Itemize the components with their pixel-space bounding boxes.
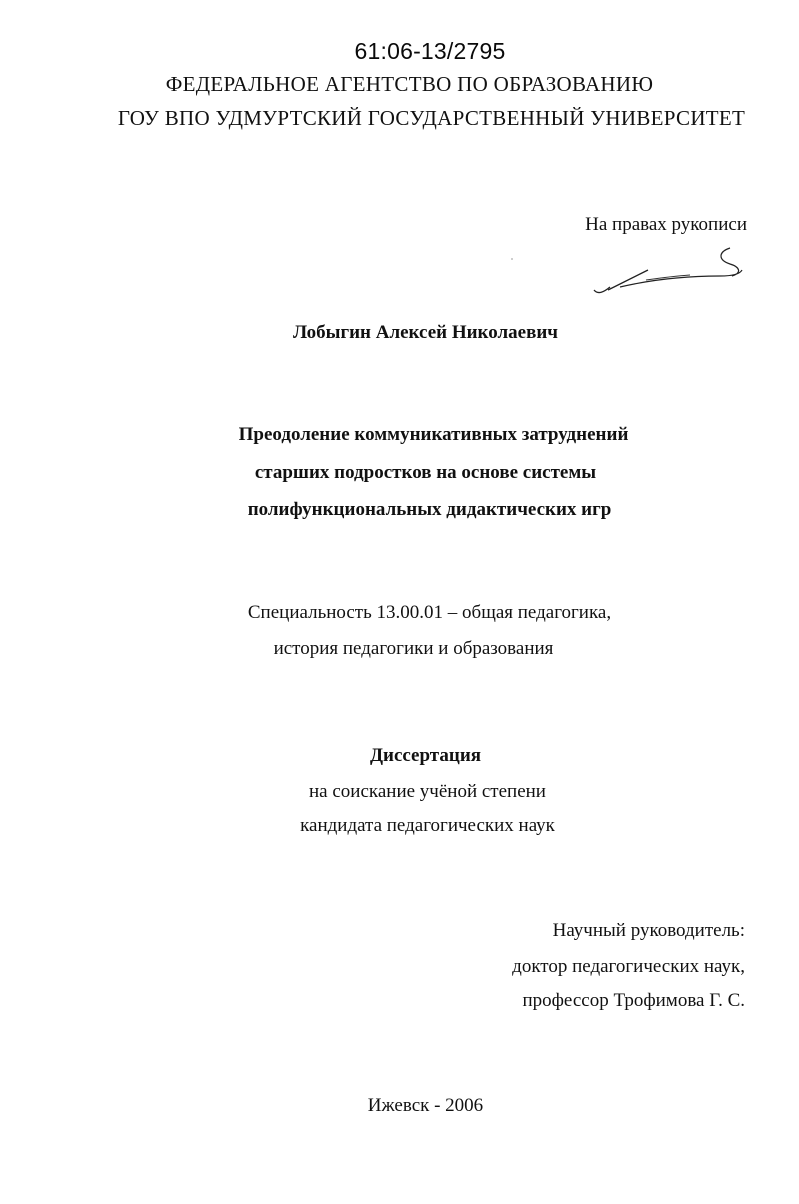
thesis-title-line: старших подростков на основе системы <box>254 462 597 483</box>
supervisor-name: профессор Трофимова Г. С. <box>522 990 745 1011</box>
specialty-line: история педагогики и образования <box>273 638 554 659</box>
thesis-title-line: Преодоление коммуникативных затруднений <box>238 424 629 445</box>
supervisor-label: Научный руководитель: <box>552 920 745 941</box>
scan-speck <box>511 258 513 260</box>
degree-line: на соискание учёной степени <box>309 781 546 802</box>
thesis-title-line: полифункциональных дидактических игр <box>247 499 612 520</box>
city-year: Ижевск - 2006 <box>367 1095 484 1116</box>
catalog-number: 61:06-13/2795 <box>354 38 506 64</box>
manuscript-note: На правах рукописи <box>585 214 747 235</box>
handwritten-signature <box>590 240 750 300</box>
agency-name: ФЕДЕРАЛЬНОЕ АГЕНТСТВО ПО ОБРАЗОВАНИЮ <box>165 72 654 96</box>
specialty-line: Специальность 13.00.01 – общая педагогика, <box>247 602 612 623</box>
supervisor-degree: доктор педагогических наук, <box>512 956 745 977</box>
dissertation-label: Диссертация <box>369 745 482 766</box>
degree-line: кандидата педагогических наук <box>300 815 555 836</box>
author-name: Лобыгин Алексей Николаевич <box>292 322 559 343</box>
university-name: ГОУ ВПО УДМУРТСКИЙ ГОСУДАРСТВЕННЫЙ УНИВЕРСИТЕТ <box>117 106 746 130</box>
